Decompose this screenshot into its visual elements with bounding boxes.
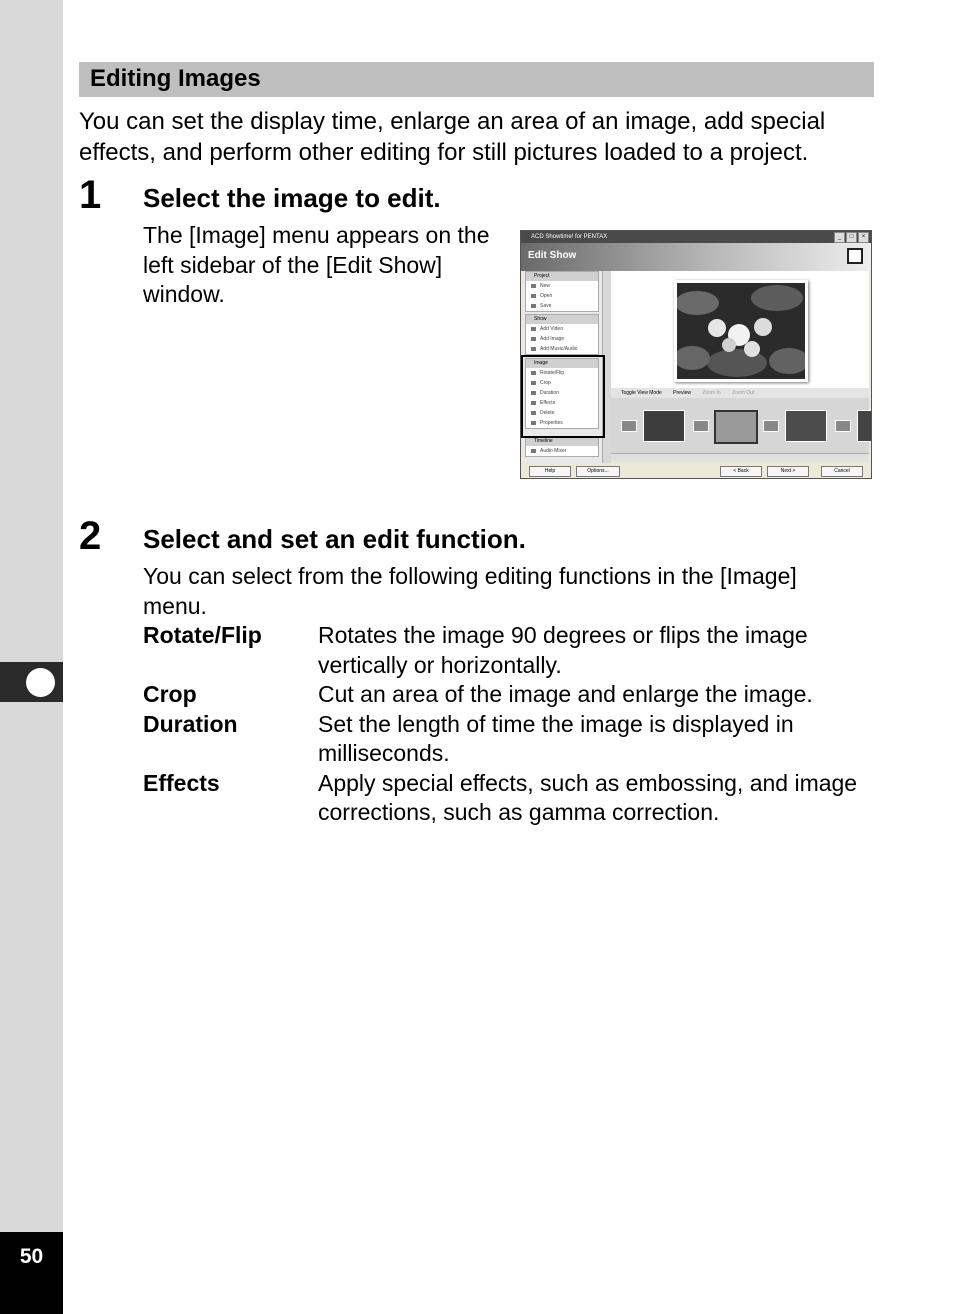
window-titlebar [521, 231, 871, 243]
sidebar-item-properties: Properties [526, 418, 598, 428]
timeline-thumbnail [643, 410, 685, 442]
sidebar-group-show [525, 314, 599, 355]
banner [521, 243, 871, 271]
function-row [143, 710, 883, 769]
banner-title: Edit Show [528, 250, 577, 261]
group-header: Show [526, 315, 598, 324]
sidebar-item-effects: Effects [526, 398, 598, 408]
function-description: Cut an area of the image and enlarge the image. [318, 681, 813, 707]
preview-pane [611, 271, 869, 388]
group-header: Project [526, 272, 598, 281]
function-description: Apply special effects, such as embossing, and image corrections, such as gamma correction. [318, 769, 858, 825]
next-button: Next > [767, 466, 809, 477]
sidebar-group-timeline [525, 436, 599, 457]
function-term: Effects [143, 769, 220, 796]
function-term: Duration [143, 710, 238, 737]
transition-marker [763, 420, 779, 432]
group-header: Timeline [526, 437, 598, 446]
function-row [143, 680, 883, 710]
zoom-out-button: Zoom Out [732, 390, 755, 396]
transition-marker [835, 420, 851, 432]
step-2-title: Select and set an edit function. [143, 524, 526, 554]
sidebar-group-project [525, 271, 599, 312]
intro-text: You can set the display time, enlarge an area of an image, add special effects, and perform other editing for still pictures loaded to a project. [79, 108, 826, 166]
preview-photo [674, 280, 808, 382]
step-1-number: 1 [79, 173, 102, 217]
function-row [143, 769, 883, 828]
function-description: Set the length of time the image is displayed in milliseconds. [318, 710, 794, 766]
function-description: Rotates the image 90 degrees or flips the image vertically or horizontally. [318, 622, 808, 678]
minimize-icon: _ [834, 232, 845, 243]
sidebar-item-delete: Delete [526, 408, 598, 418]
cancel-button: Cancel [821, 466, 863, 477]
timeline-thumbnail-selected [714, 410, 758, 444]
chapter-tab [0, 662, 63, 702]
side-strip [0, 0, 63, 1314]
sidebar-item-rotate-flip: Rotate/Flip [526, 368, 598, 378]
window-button-bar [521, 463, 871, 478]
step-2-number: 2 [79, 514, 102, 558]
transition-marker [621, 420, 637, 432]
sidebar-item-new: New [526, 281, 598, 291]
group-header: Image [526, 359, 598, 368]
water-lily-image [677, 283, 805, 379]
step-2-body: You can select from the following editing functions in the [Image] menu. [143, 563, 797, 619]
sidebar-item-add-video: Add Video [526, 324, 598, 334]
image-menu-highlight [521, 355, 605, 438]
timeline-strip [611, 398, 869, 453]
chapter-tab-circle [26, 668, 55, 697]
window-controls [834, 232, 869, 243]
close-icon: × [858, 232, 869, 243]
timeline-scrollbar [611, 453, 869, 462]
zoom-in-button: Zoom In [702, 390, 721, 396]
frame-icon [847, 248, 863, 264]
sidebar-item-save: Save [526, 301, 598, 311]
function-row [143, 621, 883, 680]
window-title: ACD Showtime! for PENTAX [531, 234, 608, 240]
sidebar-item-crop: Crop [526, 378, 598, 388]
sidebar-item-duration: Duration [526, 388, 598, 398]
page-number: 50 [0, 1232, 63, 1314]
back-button: < Back [720, 466, 762, 477]
function-term: Crop [143, 681, 197, 707]
toggle-view-mode-button: Toggle View Mode [621, 390, 662, 396]
function-term: Rotate/Flip [143, 622, 262, 648]
preview-button: Preview [673, 390, 691, 396]
function-list [143, 621, 883, 828]
sidebar-item-open: Open [526, 291, 598, 301]
maximize-icon: □ [846, 232, 857, 243]
sidebar-item-add-image: Add Image [526, 334, 598, 344]
sidebar-item-audio-mixer: Audio Mixer [526, 446, 598, 456]
step-1-title: Select the image to edit. [143, 183, 441, 213]
step-1-body: The [Image] menu appears on the left sidebar of the [Edit Show] window. [143, 222, 490, 307]
transition-marker [693, 420, 709, 432]
help-button: Help [529, 466, 571, 477]
timeline-thumbnail [857, 410, 872, 442]
options-button: Options... [576, 466, 620, 477]
sidebar-item-add-music: Add Music/Audio [526, 344, 598, 354]
timeline-thumbnail [785, 410, 827, 442]
section-title: Editing Images [90, 65, 261, 92]
section-header [79, 62, 874, 97]
preview-toolbar [611, 388, 869, 398]
edit-show-screenshot [520, 230, 872, 479]
